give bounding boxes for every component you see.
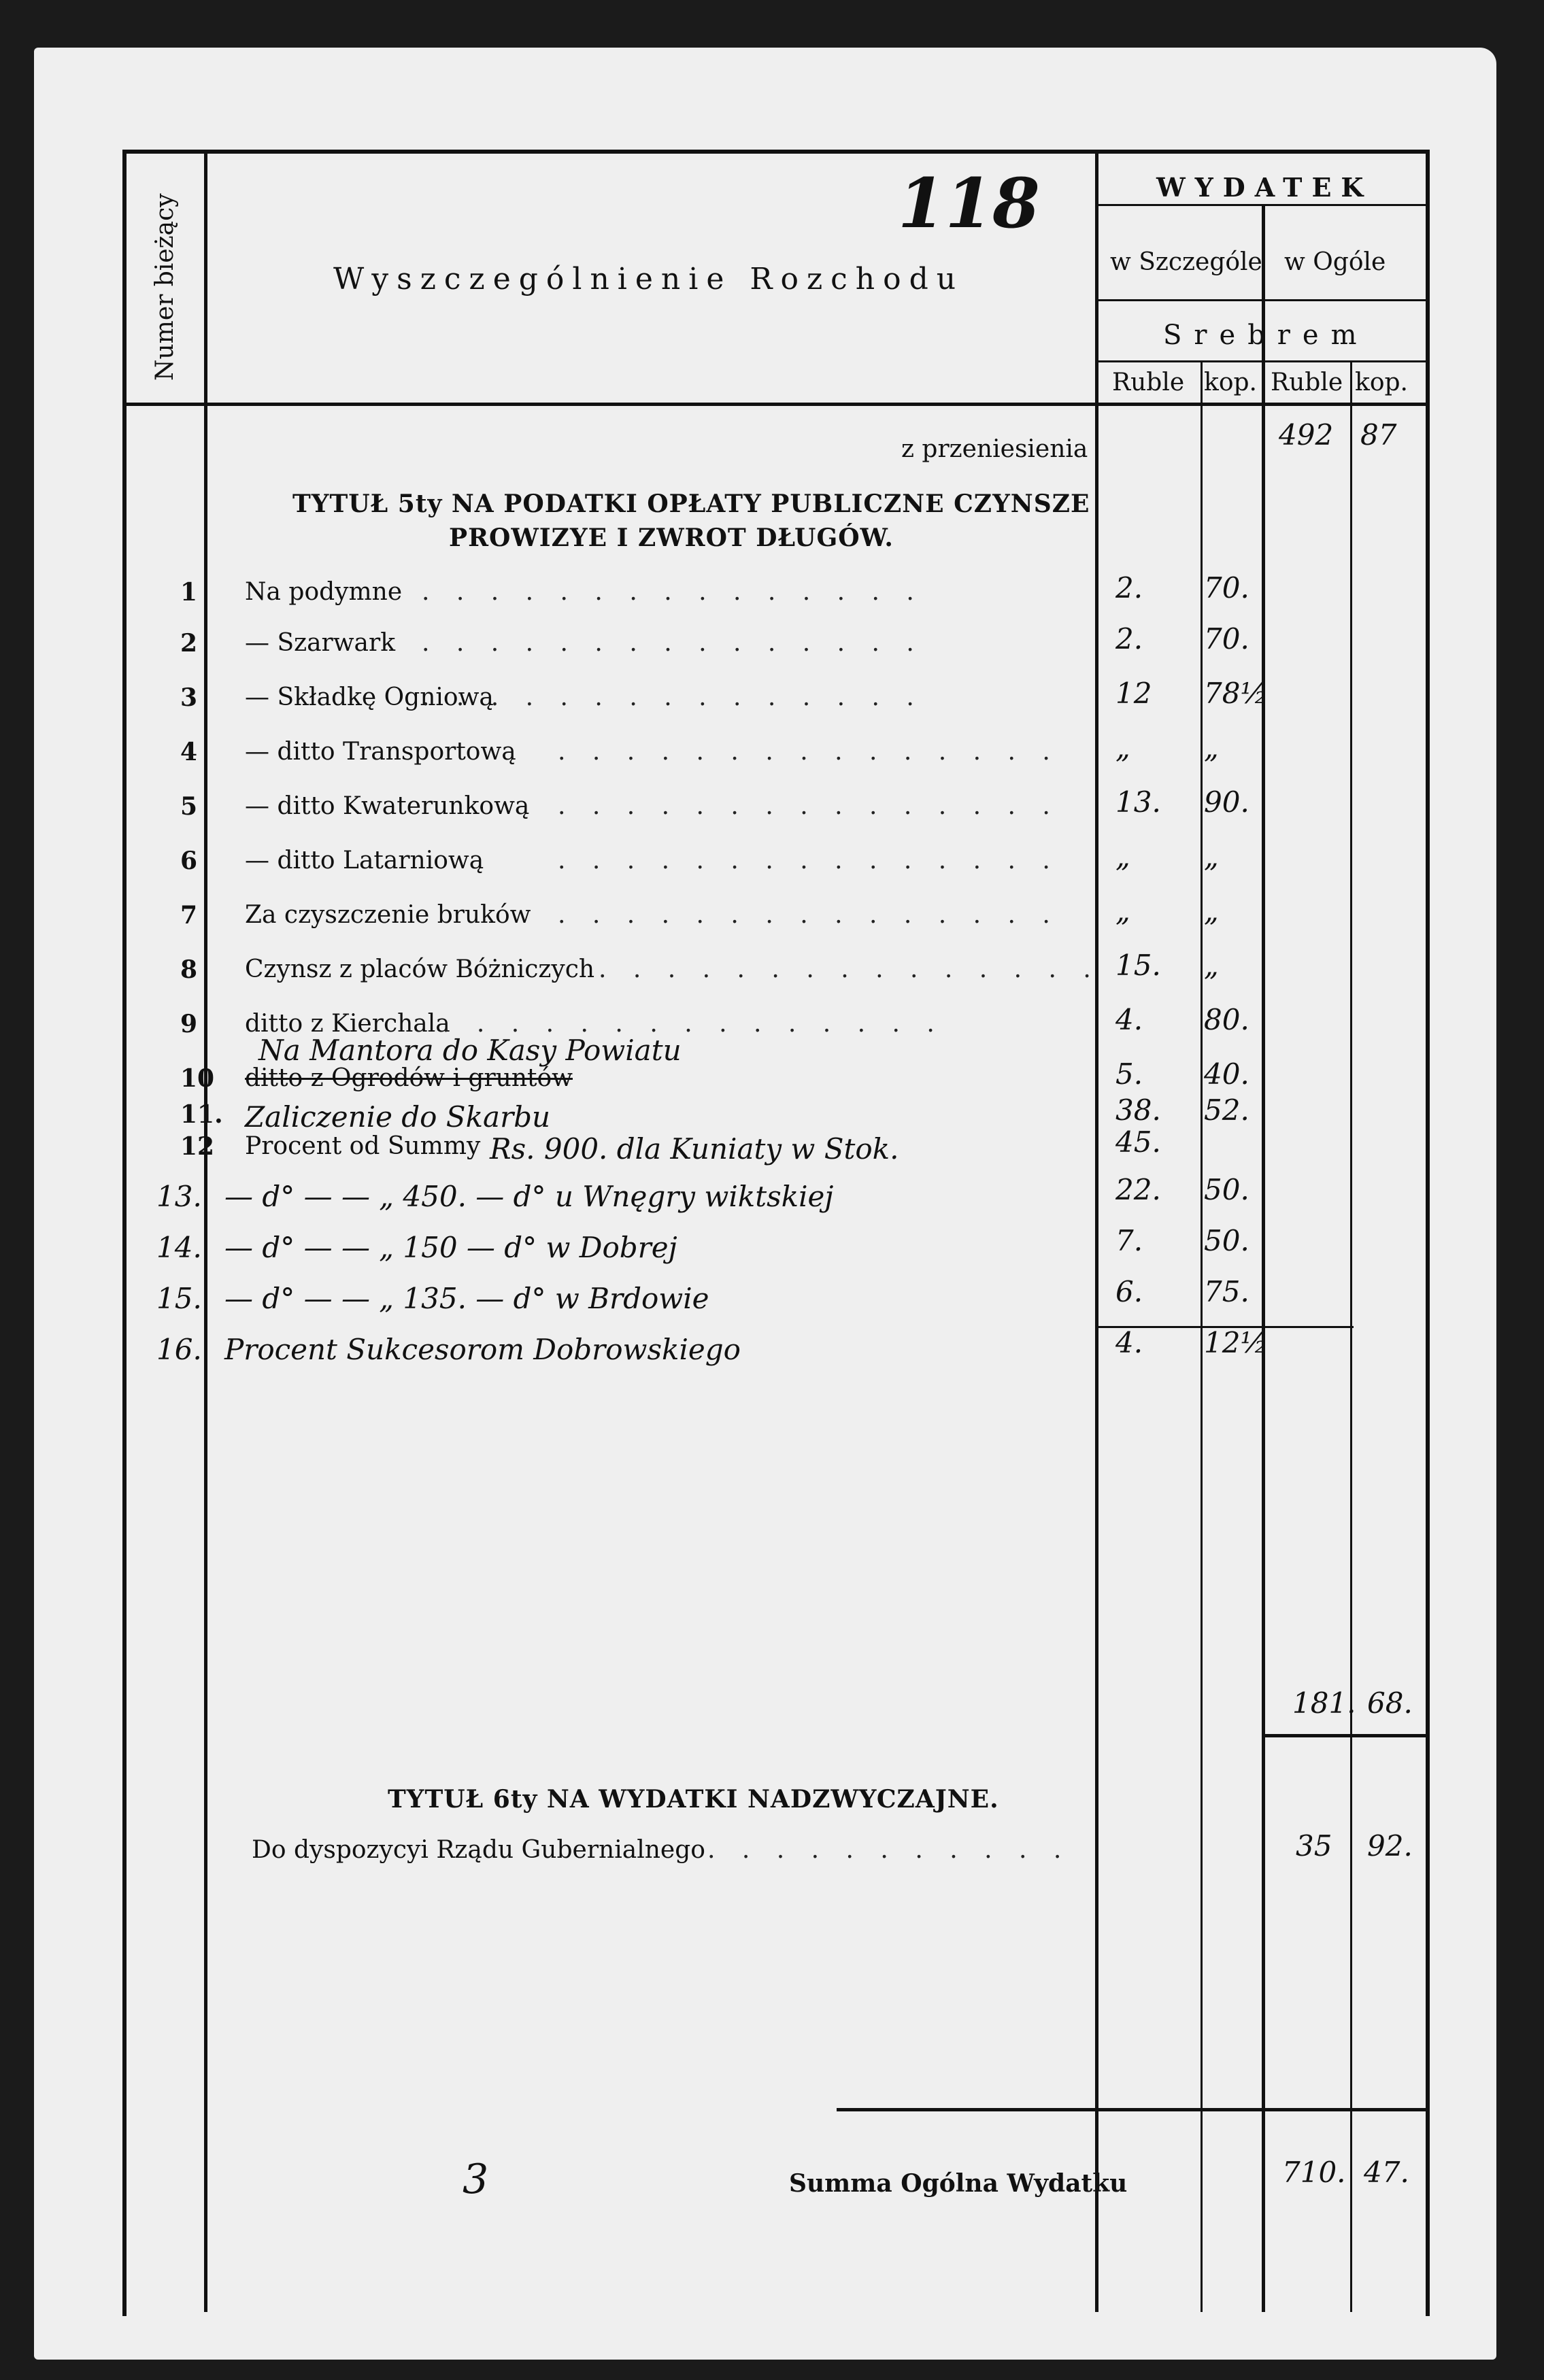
row-ruble: 45. xyxy=(1115,1125,1161,1159)
row-number: 1 xyxy=(180,578,198,607)
subtotal-ruble: 181. xyxy=(1292,1686,1356,1720)
row-kop: 75. xyxy=(1204,1275,1249,1308)
carry-forward-label: z przeniesienia xyxy=(901,435,1088,463)
total-ruble: 710. xyxy=(1282,2156,1346,2189)
row-ruble: 22. xyxy=(1115,1173,1161,1206)
row-kop: 90. xyxy=(1204,785,1249,819)
section6-kop: 92. xyxy=(1367,1829,1413,1863)
leader-dots: . . . . . . . . . . . . . . . xyxy=(558,901,1060,929)
page-title: Wyszczególnienie Rozchodu xyxy=(333,262,964,296)
row-kop: 50. xyxy=(1204,1173,1249,1206)
leader-dots: . . . . . . . . . . . . . . . xyxy=(558,738,1060,766)
row-label: — ditto Kwaterunkową xyxy=(245,792,530,820)
row-ruble: 6. xyxy=(1115,1275,1143,1308)
total-kop: 47. xyxy=(1364,2156,1409,2189)
row-label: — d° — — „ 135. — d° w Brdowie xyxy=(224,1282,709,1315)
row-ruble: 4. xyxy=(1115,1326,1143,1359)
row-kop: 70. xyxy=(1204,622,1249,656)
row-ruble: „ xyxy=(1115,840,1130,873)
leader-dots: . . . . . . . . . . . . . . . xyxy=(558,792,1060,820)
row-number: 3 xyxy=(180,683,198,712)
subtotal-kop: 68. xyxy=(1367,1686,1413,1720)
folio-number: 118 xyxy=(898,163,1040,243)
w-szczegole-heading: w Szczególe xyxy=(1110,248,1262,276)
row-number: 10 xyxy=(180,1064,215,1093)
row-number: 15. xyxy=(156,1282,202,1315)
row-label: — ditto Latarniową xyxy=(245,847,484,874)
row-kop: 50. xyxy=(1204,1224,1249,1257)
leader-dots: . . . . . . . . . . . . . . . xyxy=(599,955,1101,983)
margin-mark: 3 xyxy=(463,2156,489,2203)
row-label: — Składkę Ogniową xyxy=(245,683,494,711)
row-label: Czynsz z placów Bóżniczych xyxy=(245,955,595,983)
row-kop: 12½ xyxy=(1204,1326,1269,1359)
row-label: — ditto Transportową xyxy=(245,738,516,766)
row-number: 13. xyxy=(156,1180,202,1213)
row-number: 5 xyxy=(180,792,198,821)
carry-forward-ruble: 492 xyxy=(1279,418,1334,452)
row-label: Za czyszczenie bruków xyxy=(245,901,531,929)
wydatek-heading: WYDATEK xyxy=(1156,172,1373,203)
row-note: Rs. 900. dla Kuniaty w Stok. xyxy=(490,1132,899,1166)
leader-dots: . . . . . . . . . . . . . . . xyxy=(422,629,924,657)
row-number: 8 xyxy=(180,955,198,984)
rule-total-left xyxy=(1262,204,1265,2312)
row-ruble: 2. xyxy=(1115,571,1143,605)
row-number: 16. xyxy=(156,1333,202,1366)
row-kop: 52. xyxy=(1204,1093,1249,1127)
section5-title-line1: TYTUŁ 5ty NA PODATKI OPŁATY PUBLICZNE CZYNSZE xyxy=(292,490,1090,518)
kop-heading-1: kop. xyxy=(1204,369,1257,396)
row-kop: „ xyxy=(1204,840,1219,873)
row-kop: 40. xyxy=(1204,1057,1249,1091)
rule-subtotal xyxy=(1262,1734,1426,1737)
row-number: 6 xyxy=(180,847,198,875)
kop-heading-2: kop. xyxy=(1355,369,1408,396)
leader-dots: . . . . . . . . . . . . . . . xyxy=(442,1010,944,1038)
row-number: 11. xyxy=(180,1100,223,1129)
srebrem-heading: Srebrem xyxy=(1163,320,1369,351)
row-number: 14. xyxy=(156,1231,202,1264)
row-number: 2 xyxy=(180,629,198,658)
row-ruble: 12 xyxy=(1115,677,1152,710)
row-ruble: 5. xyxy=(1115,1057,1143,1091)
row-kop: „ xyxy=(1204,731,1219,764)
rule-detail-kop xyxy=(1201,360,1203,2312)
numer-biezacy-label: Numer bieżący xyxy=(151,193,179,381)
carry-forward-kop: 87 xyxy=(1360,418,1397,452)
section6-item: Do dyspozycyi Rządu Gubernialnego xyxy=(252,1836,705,1864)
row-kop: „ xyxy=(1204,894,1219,928)
row-number: 9 xyxy=(180,1010,198,1038)
row-ruble: 7. xyxy=(1115,1224,1143,1257)
rule-number-col xyxy=(204,150,207,2312)
rule-srebrem xyxy=(1095,360,1426,362)
row-kop: 78½ xyxy=(1204,677,1269,710)
section6-leader: . . . . . . . . . . . xyxy=(707,1836,1071,1864)
row-label: ditto z Kierchala xyxy=(245,1010,450,1038)
row-label: Na podymne xyxy=(245,578,403,606)
row-number: 12 xyxy=(180,1132,215,1161)
row-number: 7 xyxy=(180,901,198,930)
total-label: Summa Ogólna Wydatku xyxy=(789,2169,1128,2198)
row-ruble: „ xyxy=(1115,731,1130,764)
row-ruble: 4. xyxy=(1115,1003,1143,1036)
row-ruble: „ xyxy=(1115,894,1130,928)
row-ruble: 2. xyxy=(1115,622,1143,656)
w-ogole-heading: w Ogóle xyxy=(1284,248,1386,276)
rule-total-kop xyxy=(1350,360,1352,2312)
rule-wydatek xyxy=(1095,204,1426,206)
row-note: Na Mantora do Kasy Powiatu xyxy=(258,1034,682,1067)
row-ruble: 13. xyxy=(1115,785,1161,819)
ruble-heading-2: Ruble xyxy=(1271,369,1343,396)
row-label: — Szarwark xyxy=(245,629,396,657)
row-kop: 80. xyxy=(1204,1003,1249,1036)
row-kop: 70. xyxy=(1204,571,1249,605)
row-label: Procent od Summy xyxy=(245,1132,481,1160)
row-label: ditto z Ogrodów i gruntów xyxy=(245,1064,573,1092)
rule-total xyxy=(837,2108,1426,2111)
section6-title: TYTUŁ 6ty NA WYDATKI NADZWYCZAJNE. xyxy=(388,1785,999,1814)
rule-header-bottom xyxy=(122,403,1426,406)
leader-dots: . . . . . . . . . . . . . . . xyxy=(558,847,1060,874)
row-label: Zaliczenie do Skarbu xyxy=(245,1100,551,1134)
row-number: 4 xyxy=(180,738,198,766)
section6-ruble: 35 xyxy=(1296,1829,1332,1863)
row-label: Procent Sukcesorom Dobrowskiego xyxy=(224,1333,741,1366)
ruble-heading-1: Ruble xyxy=(1112,369,1185,396)
leader-dots: . . . . . . . . . . . . . . . xyxy=(422,578,924,606)
row-label: — d° — — „ 450. — d° u Wnęgry wiktskiej xyxy=(224,1180,834,1213)
rule-detail-left xyxy=(1095,150,1098,2312)
leader-dots: . . . . . . . . . . . . . . . xyxy=(422,683,924,711)
rule-szczegole xyxy=(1095,299,1426,301)
row-label: — d° — — „ 150 — d° w Dobrej xyxy=(224,1231,677,1264)
row-ruble: 15. xyxy=(1115,949,1161,982)
row-ruble: 38. xyxy=(1115,1093,1161,1127)
row-kop: „ xyxy=(1204,949,1219,982)
section5-title-line2: PROWIZYE I ZWROT DŁUGÓW. xyxy=(449,524,894,552)
